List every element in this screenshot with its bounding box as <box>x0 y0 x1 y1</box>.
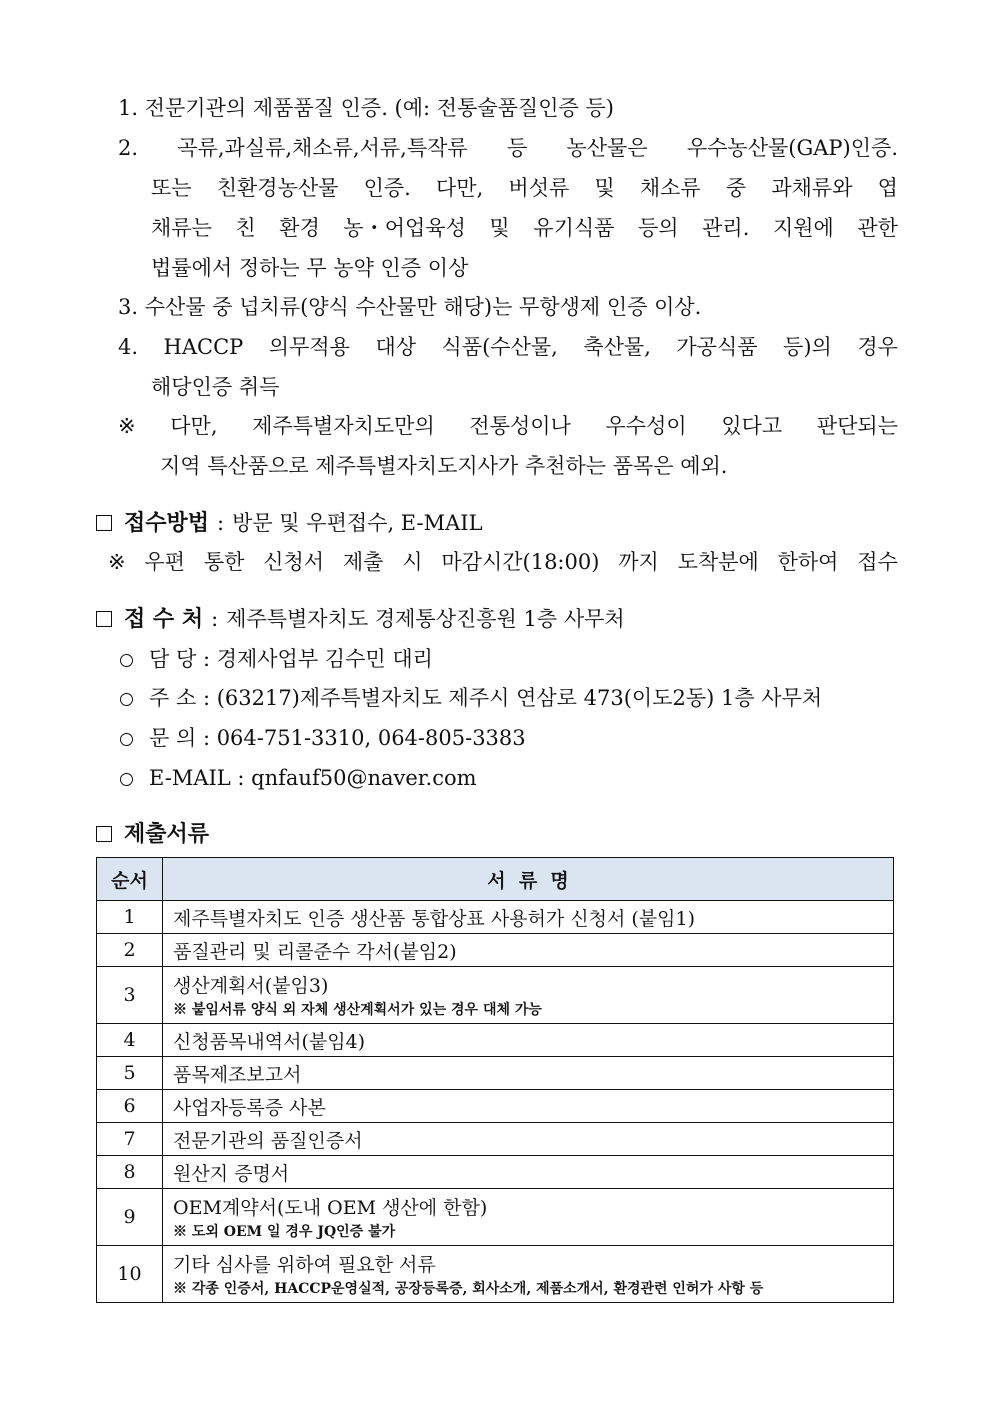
word: 농・어업육성 <box>343 216 466 240</box>
word: 마감시간(18:00) <box>441 550 600 574</box>
contact-value: : (63217)제주특별자치도 제주시 연삼로 473(이도2동) 1층 사무처 <box>202 686 823 710</box>
row-number: 8 <box>97 1156 163 1189</box>
word: 관한 <box>857 216 898 240</box>
word: 중 <box>725 176 747 200</box>
word: 과채류와 <box>771 176 853 200</box>
documents-heading <box>96 819 209 850</box>
word: 및 <box>489 216 510 240</box>
word: 제출 <box>342 550 384 574</box>
contact-email <box>120 763 477 793</box>
table-row <box>97 1057 894 1090</box>
contact-key: 문 의 <box>149 726 197 750</box>
reception-method-heading <box>96 508 483 539</box>
row-document-note: ※ 각종 인증서, HACCP운영실적, 공장등록증, 회사소개, 제품소개서, 환경관련 인허가 사항 등 <box>173 1281 764 1297</box>
table-row <box>97 1189 894 1246</box>
word: 지원에 <box>772 216 834 240</box>
list-item-1: 1. 전문기관의 제품품질 인증. (예: 전통술품질인증 등) <box>118 96 614 120</box>
word: 친환경농산물 <box>216 176 339 200</box>
row-document-name: 품질관리 및 리콜준수 각서(붙임2) <box>163 934 894 967</box>
row-document-cell <box>163 1246 894 1303</box>
table-row <box>97 1024 894 1057</box>
list-item-2-line-3 <box>151 213 898 243</box>
word: 인증. <box>363 176 411 200</box>
word: ※ <box>108 550 126 574</box>
list-item-2-line-2 <box>151 173 898 203</box>
table-header-row <box>97 858 894 901</box>
row-document-name: OEM계약서(도내 OEM 생산에 한함) <box>173 1197 488 1219</box>
word: 가공식품 <box>676 335 758 359</box>
separator: : <box>211 607 219 631</box>
row-document-cell <box>163 967 894 1024</box>
word: 신청서 <box>263 550 325 574</box>
word: 환경 <box>279 216 320 240</box>
table-row <box>97 1246 894 1303</box>
word: 등의 <box>638 216 679 240</box>
row-document-note: ※ 붙임서류 양식 외 자체 생산계획서가 있는 경우 대체 가능 <box>173 1002 542 1018</box>
table-row <box>97 1156 894 1189</box>
circle-bullet-icon <box>120 733 133 746</box>
checkbox-square-icon <box>96 515 112 531</box>
list-item-4-line-1 <box>118 332 898 362</box>
row-document-name: 원산지 증명서 <box>163 1156 894 1189</box>
row-document-name: 신청품목내역서(붙임4) <box>163 1024 894 1057</box>
row-document-name: 기타 심사를 위하여 필요한 서류 <box>173 1254 436 1276</box>
reception-method-label: 접수방법 <box>124 511 210 536</box>
column-header-document-name: 서 류 명 <box>163 858 894 901</box>
row-document-name: 생산계획서(붙임3) <box>173 975 329 997</box>
table-row <box>97 1090 894 1123</box>
row-document-name: 품목제조보고서 <box>163 1057 894 1090</box>
row-number: 3 <box>97 967 163 1024</box>
word: 친 <box>235 216 256 240</box>
word: 등 <box>506 136 528 160</box>
word: 우수농산물(GAP)인증. <box>686 136 898 160</box>
list-item-2-line-4: 법률에서 정하는 무 농약 인증 이상 <box>151 256 469 280</box>
word: 버섯류 <box>508 176 570 200</box>
contact-key: 주 소 <box>149 686 197 710</box>
word: 시 <box>402 550 423 574</box>
table-row <box>97 1123 894 1156</box>
word: 도착분에 <box>677 550 759 574</box>
word: 또는 <box>151 176 192 200</box>
word: 판단되는 <box>816 414 898 438</box>
contact-value: : 경제사업부 김수민 대리 <box>202 647 433 671</box>
word: 한하여 <box>777 550 839 574</box>
row-document-cell <box>163 1189 894 1246</box>
word: 2. <box>118 136 139 160</box>
row-document-name: 제주특별자치도 인증 생산품 통합상표 사용허가 신청서 (붙임1) <box>163 901 894 934</box>
row-number: 6 <box>97 1090 163 1123</box>
word: 농산물은 <box>566 136 648 160</box>
word: 제주특별자치도만의 <box>252 414 435 438</box>
contact-manager <box>120 644 433 674</box>
word: 우편 <box>144 550 185 574</box>
word: 축산물, <box>583 335 651 359</box>
documents-table <box>96 857 894 1303</box>
row-number: 10 <box>97 1246 163 1303</box>
word: 통한 <box>203 550 245 574</box>
reception-method-value: 방문 및 우편접수, E-MAIL <box>232 511 483 535</box>
word: HACCP <box>163 335 244 359</box>
row-document-note: ※ 도외 OEM 일 경우 JQ인증 불가 <box>173 1224 396 1240</box>
contact-key: E-MAIL <box>149 766 231 790</box>
row-number: 9 <box>97 1189 163 1246</box>
circle-bullet-icon <box>120 693 133 706</box>
column-header-order: 순서 <box>97 858 163 901</box>
list-item-3: 3. 수산물 중 넙치류(양식 수산물만 해당)는 무항생제 인증 이상. <box>118 295 702 319</box>
word: 및 <box>594 176 615 200</box>
row-number: 7 <box>97 1123 163 1156</box>
word: 의무적용 <box>268 335 350 359</box>
table-row <box>97 934 894 967</box>
contact-value: : qnfauf50@naver.com <box>237 766 477 790</box>
row-number: 4 <box>97 1024 163 1057</box>
exception-note-line-2: 지역 특산품으로 제주특별자치도지사가 추천하는 품목은 예외. <box>160 454 728 478</box>
row-document-name: 전문기관의 품질인증서 <box>163 1123 894 1156</box>
word: 유기식품 <box>533 216 615 240</box>
word: 접수 <box>857 550 898 574</box>
word: 있다고 <box>721 414 783 438</box>
contact-key: 담 당 <box>149 647 197 671</box>
documents-label: 제출서류 <box>124 822 210 847</box>
checkbox-square-icon <box>96 611 112 627</box>
separator: : <box>217 511 225 535</box>
contact-value: : 064-751-3310, 064-805-3383 <box>202 726 526 750</box>
row-number: 5 <box>97 1057 163 1090</box>
contact-phone <box>120 723 526 753</box>
word: 다만, <box>436 176 484 200</box>
table-row <box>97 901 894 934</box>
list-item-4-line-2: 해당인증 취득 <box>151 375 280 399</box>
contact-address <box>120 683 822 713</box>
word: 등)의 <box>783 335 832 359</box>
reception-place-label: 접 수 처 <box>124 607 204 632</box>
word: 경우 <box>857 335 898 359</box>
word: 전통성이나 <box>469 414 571 438</box>
exception-note-line-1 <box>118 411 898 441</box>
checkbox-square-icon <box>96 826 112 842</box>
word: 엽 <box>877 176 898 200</box>
word: 까지 <box>618 550 659 574</box>
row-number: 1 <box>97 901 163 934</box>
reception-place-heading <box>96 604 625 635</box>
list-item-2-line-1 <box>118 133 898 163</box>
reception-method-note <box>108 547 898 577</box>
word: 대상 <box>375 335 417 359</box>
word: 우수성이 <box>605 414 687 438</box>
reception-place-value: 제주특별자치도 경제통상진흥원 1층 사무처 <box>226 607 625 631</box>
word: 관리. <box>702 216 750 240</box>
circle-bullet-icon <box>120 773 133 786</box>
word: 식품(수산물, <box>441 335 558 359</box>
word: ※ <box>118 414 136 438</box>
word: 채류는 <box>151 216 212 240</box>
table-row <box>97 967 894 1024</box>
row-number: 2 <box>97 934 163 967</box>
row-document-name: 사업자등록증 사본 <box>163 1090 894 1123</box>
circle-bullet-icon <box>120 654 133 667</box>
word: 곡류,과실류,채소류,서류,특작류 <box>177 136 468 160</box>
word: 채소류 <box>639 176 701 200</box>
word: 4. <box>118 335 139 359</box>
word: 다만, <box>170 414 218 438</box>
